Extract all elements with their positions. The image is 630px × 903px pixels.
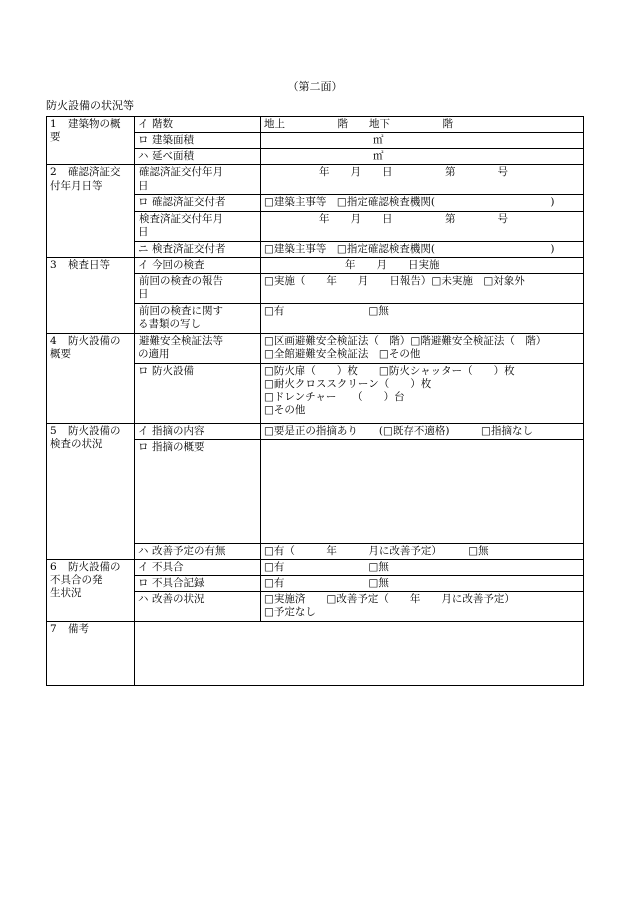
section-label: 確認済証交 付年月日等 (50, 166, 121, 192)
section-number: 5 (50, 424, 57, 437)
row-label: 検査済証交付年月 日 (138, 212, 223, 238)
table-row (47, 117, 584, 133)
form-title: 防火設備の状況等 (46, 99, 134, 112)
row-mark: イ (138, 118, 149, 130)
row-mark: ロ (138, 134, 149, 147)
total-floor-area-field[interactable] (261, 149, 584, 165)
previous-report-field[interactable] (261, 273, 584, 303)
row-mark: ロ (138, 196, 149, 209)
section-label: 検査日等 (68, 258, 110, 271)
row-mark: ハ (138, 593, 149, 606)
remarks-field[interactable] (135, 622, 584, 686)
field-value: □実施（ 年 月 日報告）□未実施 □対象外 (264, 274, 525, 287)
row-label-cell (135, 333, 261, 363)
row-mark: ニ (138, 242, 149, 255)
field-value: □有 □無 (264, 577, 389, 590)
field-value: □有 □無 (264, 304, 389, 317)
table-row (47, 622, 584, 686)
row-label-cell (135, 241, 261, 257)
table-row (47, 423, 584, 439)
section-label: 備考 (68, 623, 89, 636)
field-value-line: □区画避難安全検証法（ 階）□階避難安全検証法（ 階） (264, 334, 547, 347)
fire-equipment-types-field[interactable] (261, 363, 584, 423)
row-label: 延べ面積 (152, 150, 194, 163)
section-7-header (47, 622, 135, 686)
row-label: 改善の状況 (152, 593, 205, 606)
section-5-header (47, 423, 135, 559)
confirmation-cert-date-field[interactable] (261, 165, 584, 195)
field-value-line: □予定なし (264, 606, 316, 619)
row-label: 前回の検査の報告 日 (138, 274, 223, 300)
section-2-header (47, 165, 135, 257)
table-row (47, 165, 584, 195)
row-label-cell (135, 211, 261, 241)
row-label: 指摘の概要 (152, 440, 205, 453)
section-6-header (47, 560, 135, 622)
row-label-cell (135, 273, 261, 303)
row-mark: ロ (138, 364, 149, 377)
section-number: 1 (50, 118, 57, 130)
row-label-cell (135, 117, 261, 133)
improvement-plan-field[interactable] (261, 543, 584, 559)
section-number: 2 (50, 166, 57, 179)
row-label: 検査済証交付者 (152, 242, 226, 255)
previous-docs-copy-field[interactable] (261, 303, 584, 333)
floors-field[interactable] (261, 117, 584, 133)
findings-summary-field[interactable] (261, 439, 584, 543)
findings-content-field[interactable] (261, 423, 584, 439)
table-row (47, 257, 584, 273)
row-label: 防火設備 (152, 364, 194, 377)
field-value: 年 月 日 第 号 (319, 166, 508, 179)
field-value-line: □防火扉（ ）枚 □防火シャッター（ ）枚 (264, 364, 515, 377)
row-label-cell (135, 149, 261, 165)
row-mark: イ (138, 424, 149, 437)
field-value-line: □その他 (264, 404, 306, 417)
section-number: 4 (50, 334, 57, 347)
inspection-cert-issuer-field[interactable] (261, 241, 584, 257)
row-label: 不具合 (152, 561, 184, 573)
row-label-cell (135, 165, 261, 195)
row-mark: イ (138, 561, 149, 573)
row-label-cell (135, 543, 261, 559)
row-label-cell (135, 303, 261, 333)
table-row (47, 333, 584, 363)
row-label: 避難安全検証法等 の適用 (138, 334, 223, 360)
row-label-cell (135, 133, 261, 149)
field-value-line: □実施済 □改善予定（ 年 月に改善予定） (264, 593, 515, 606)
field-value-line: □耐火クロススクリーン（ ）枚 (264, 377, 432, 390)
row-label-cell (135, 363, 261, 423)
field-value: □建築主事等 □指定確認検査機関( ) (264, 242, 555, 255)
field-value: □要是正の指摘あり (□既存不適格) □指摘なし (264, 424, 533, 437)
row-mark: ロ (138, 440, 149, 453)
current-inspection-field[interactable] (261, 257, 584, 273)
section-1-header (47, 117, 135, 165)
table-row (47, 560, 584, 576)
row-label: 今回の検査 (152, 258, 205, 271)
row-label: 前回の検査に関す る書類の写し (138, 304, 223, 330)
row-label-cell (135, 423, 261, 439)
row-mark: ロ (138, 577, 149, 590)
field-value: □建築主事等 □指定確認検査機関( ) (264, 196, 555, 209)
inspection-cert-date-field[interactable] (261, 211, 584, 241)
row-label: 改善予定の有無 (152, 544, 226, 557)
field-value: □有 □無 (264, 561, 389, 573)
row-label: 階数 (152, 118, 173, 130)
row-label-cell (135, 257, 261, 273)
section-label: 防火設備の 概要 (50, 334, 121, 360)
row-label: 指摘の内容 (152, 424, 205, 437)
row-label-cell (135, 195, 261, 211)
field-value: ㎡ (373, 134, 384, 147)
row-label-cell (135, 576, 261, 592)
row-label: 確認済証交付者 (152, 196, 226, 209)
section-number: 6 (50, 561, 57, 573)
section-4-header (47, 333, 135, 423)
malfunction-field[interactable] (261, 560, 584, 576)
section-3-header (47, 257, 135, 333)
malfunction-record-field[interactable] (261, 576, 584, 592)
section-number: 7 (50, 623, 57, 636)
section-number: 3 (50, 258, 57, 271)
field-value: 年 月 日 第 号 (319, 212, 508, 225)
row-mark: ハ (138, 150, 149, 163)
row-mark: イ (138, 258, 149, 271)
field-value-line: □ドレンチャー （ ）台 (264, 391, 405, 403)
row-label-cell (135, 560, 261, 576)
row-label: 確認済証交付年月 日 (138, 166, 223, 192)
fire-equipment-form-table (46, 116, 584, 686)
row-label-cell (135, 439, 261, 543)
section-label: 建築物の概 要 (50, 118, 121, 144)
improvement-status-field[interactable] (261, 592, 584, 622)
row-label-cell (135, 592, 261, 622)
field-value: 地上 階 地下 階 (264, 118, 453, 130)
field-value: ㎡ (373, 150, 384, 163)
page-heading: （第二面） (287, 80, 343, 93)
field-value-line: □全館避難安全検証法 □その他 (264, 347, 421, 360)
section-label: 防火設備の 検査の状況 (50, 424, 121, 450)
field-value: □有（ 年 月に改善予定） □無 (264, 544, 489, 557)
building-area-field[interactable] (261, 133, 584, 149)
row-label: 建築面積 (152, 134, 194, 147)
field-value: 年 月 日実施 (345, 258, 440, 271)
row-label: 不具合記録 (152, 577, 205, 590)
row-mark: ハ (138, 544, 149, 557)
evacuation-safety-method-field[interactable] (261, 333, 584, 363)
section-label: 防火設備の 不具合の発 生状況 (50, 561, 121, 600)
confirmation-cert-issuer-field[interactable] (261, 195, 584, 211)
